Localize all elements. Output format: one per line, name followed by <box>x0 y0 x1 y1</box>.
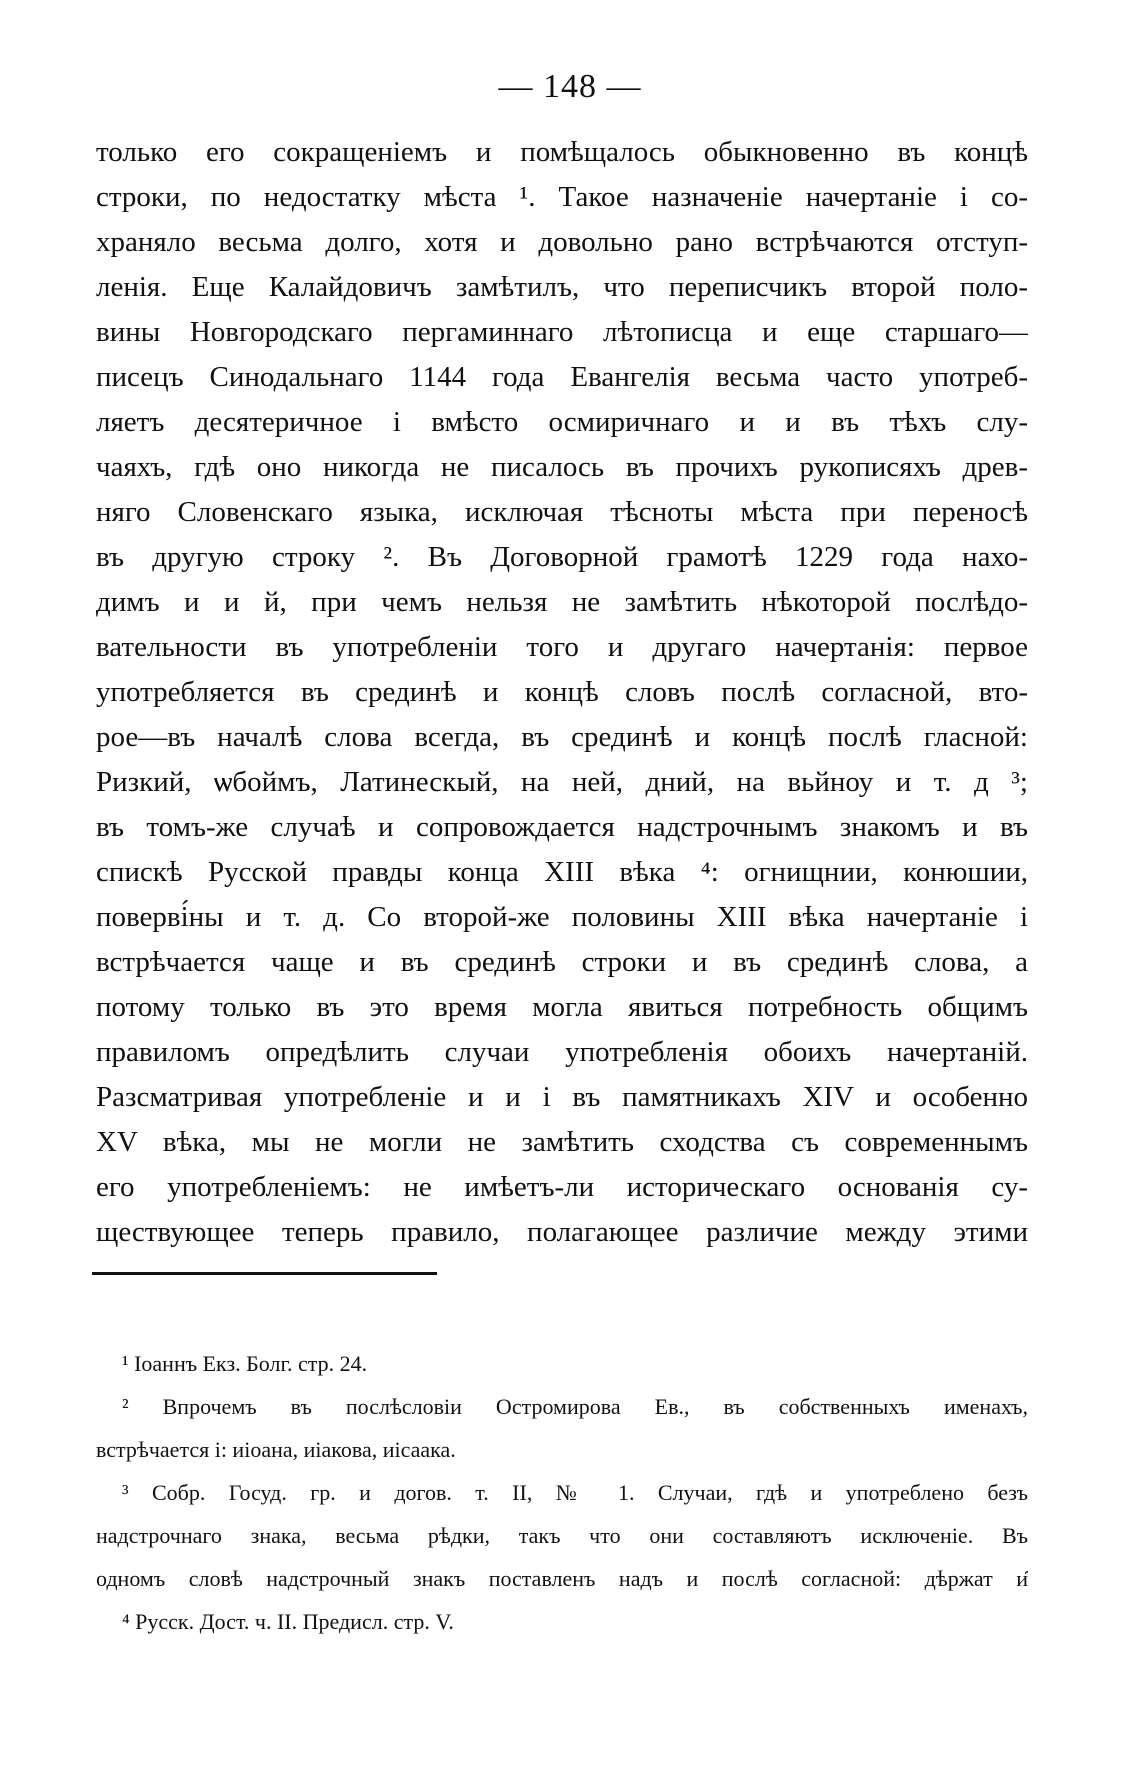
body-line: няго Словенскаго языка, исключая тѣсноты мѣста при переносѣ <box>96 496 1028 528</box>
footnote-4: ⁴ Русск. Дост. ч. II. Предисл. стр. V. <box>122 1609 454 1634</box>
body-line: Разсматривая употребленіе и и і въ памятникахъ XIV и особенно <box>96 1081 1028 1113</box>
body-line: Ризкий, ѡбоймъ, Латинескый, на ней, дний, на вьйноу и т. д ³; <box>96 766 1028 798</box>
footnote-3-continued: одномъ словѣ надстрочный знакъ поставленъ надъ и послѣ согласной: дѣржат и̑ <box>96 1566 1028 1591</box>
body-line: поверві́ны и т. д. Со второй-же половины XIII вѣка начертаніе і <box>96 901 1028 933</box>
body-line: правиломъ опредѣлить случаи употребленія обоихъ начертаній. <box>96 1036 1028 1068</box>
body-line: димъ и и й, при чемъ нельзя не замѣтить нѣкоторой послѣдо- <box>96 586 1028 618</box>
body-line: писецъ Синодальнаго 1144 года Евангелія весьма часто употреб- <box>96 361 1028 393</box>
body-line: въ другую строку ². Въ Договорной грамотѣ 1229 года нахо- <box>96 541 1028 573</box>
body-line: его употребленіемъ: не имѣетъ-ли историческаго основанія су- <box>96 1171 1028 1203</box>
body-line: XV вѣка, мы не могли не замѣтить сходства съ современнымъ <box>96 1126 1028 1158</box>
body-line: встрѣчается чаще и въ срединѣ строки и въ срединѣ слова, а <box>96 946 1028 978</box>
footnote-3-continued: надстрочнаго знака, весьма рѣдки, такъ что они составляютъ исключеніе. Въ <box>96 1523 1028 1548</box>
footnote-divider <box>92 1272 437 1275</box>
body-line: вательности въ употребленіи того и другаго начертанія: первое <box>96 631 1028 663</box>
body-text <box>96 130 1028 1255</box>
body-line: строки, по недостатку мѣста ¹. Такое назначеніе начертаніе і со- <box>96 181 1028 213</box>
footnote-1: ¹ Іоаннъ Екз. Болг. стр. 24. <box>122 1351 368 1376</box>
footnote-3: ³ Собр. Госуд. гр. и догов. т. II, № 1. Случаи, гдѣ и употреблено безъ <box>122 1480 1028 1505</box>
footnotes <box>96 1342 1028 1643</box>
body-line: ществующее теперь правило, полагающее различие между этими <box>96 1216 1028 1248</box>
body-line: вины Новгородскаго пергаминнаго лѣтописца и еще старшаго— <box>96 316 1028 348</box>
body-line: ленія. Еще Калайдовичъ замѣтилъ, что переписчикъ второй поло- <box>96 271 1028 303</box>
body-line: только его сокращеніемъ и помѣщалось обыкновенно въ концѣ <box>96 136 1028 168</box>
body-line: спискѣ Русской правды конца XIII вѣка ⁴: огнищнии, конюшии, <box>96 856 1028 888</box>
footnote-2-continued: встрѣчается і: иіоана, иіакова, иісаака. <box>96 1437 456 1462</box>
body-line: храняло весьма долго, хотя и довольно рано встрѣчаются отступ- <box>96 226 1028 258</box>
body-line: чаяхъ, гдѣ оно никогда не писалось въ прочихъ рукописяхъ древ- <box>96 451 1028 483</box>
body-line: въ томъ-же случаѣ и сопровождается надстрочнымъ знакомъ и въ <box>96 811 1028 843</box>
body-line: рое—въ началѣ слова всегда, въ срединѣ и концѣ послѣ гласной: <box>96 721 1028 753</box>
body-line: употребляется въ срединѣ и концѣ словъ послѣ согласной, вто- <box>96 676 1028 708</box>
body-line: ляетъ десятеричное і вмѣсто осмиричнаго и и въ тѣхъ слу- <box>96 406 1028 438</box>
body-line: потому только въ это время могла явиться потребность общимъ <box>96 991 1028 1023</box>
footnote-2: ² Впрочемъ въ послѣсловіи Остромирова Ев., въ собственныхъ именахъ, <box>122 1394 1028 1419</box>
page-number: — 148 — <box>498 68 642 105</box>
